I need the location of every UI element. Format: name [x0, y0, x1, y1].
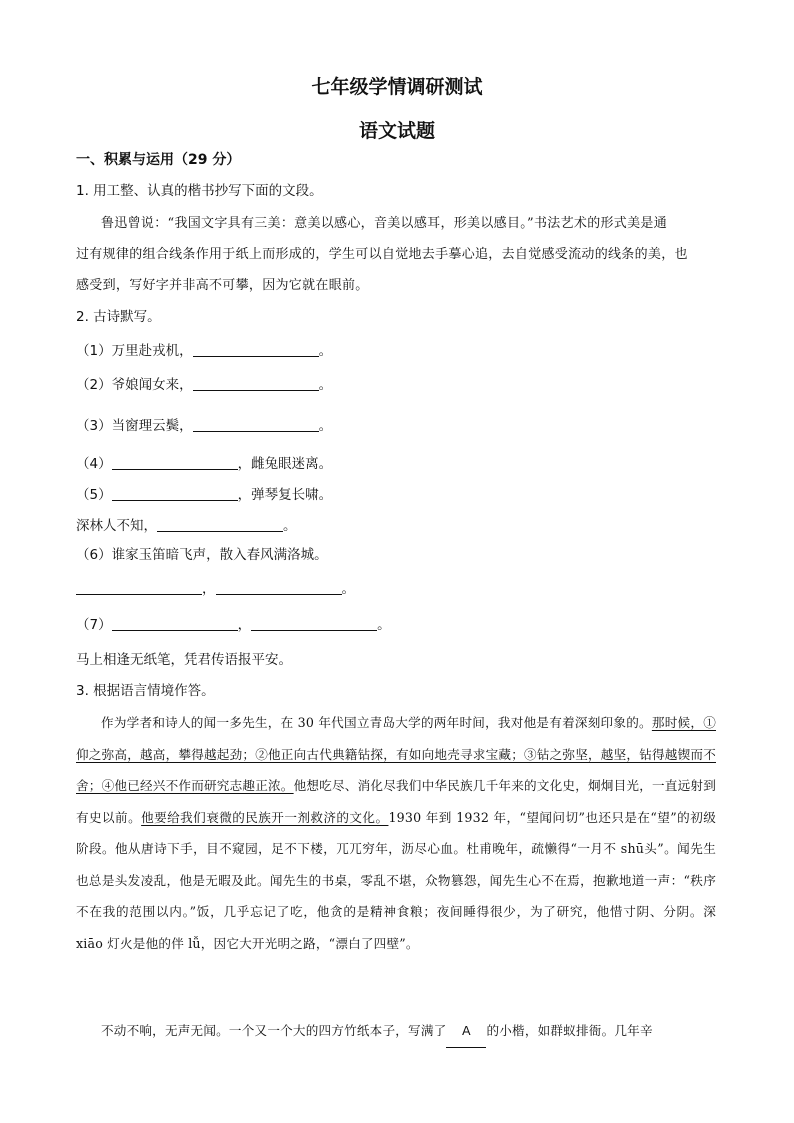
q2-item-7 — [76, 617, 391, 633]
answer-blank[interactable] — [112, 456, 238, 470]
punct: ， — [202, 581, 216, 597]
answer-blank[interactable] — [193, 377, 319, 391]
answer-blank[interactable] — [216, 581, 342, 595]
punct: 。 — [318, 343, 333, 359]
q3-prompt: 3. 根据语言情境作答。 — [76, 683, 215, 699]
q1-passage-line-3: 感受到，写好字并非高不可攀，因为它就在眼前。 — [76, 278, 369, 293]
answer-blank[interactable] — [112, 617, 238, 631]
q2-item-5 — [76, 487, 332, 503]
q2-item-5-text-2: 深林人不知， — [76, 518, 157, 534]
answer-blank-a[interactable]: A — [446, 1015, 486, 1048]
q2-prompt: 2. 古诗默写。 — [76, 309, 161, 325]
q3-passage-2 — [76, 1015, 716, 1048]
answer-blank[interactable] — [193, 418, 319, 432]
punct: 。 — [377, 617, 391, 633]
exam-title: 七年级学情调研测试 — [311, 76, 483, 98]
q3-underlined-1: 那时候，①仰之弥高，越高，攀得越起劲；②他正向古代典籍钻探，有如向地壳寻求宝藏；③钻之弥坚，越坚，钻得越锲而不舍；④他已经兴不作而研究志趣正浓。 — [76, 715, 716, 793]
q2-item-4-number: （4） — [76, 456, 112, 472]
q3-passage-2-text-b: 的小楷，如群蚁排衙。几年辛 — [486, 1023, 653, 1038]
q2-item-5-number: （5） — [76, 487, 112, 503]
q2-item-1-text: （1）万里赴戎机， — [76, 343, 193, 359]
q1-passage-line-1: 鲁迅曾说：“我国文字具有三美：意美以感心，音美以感耳，形美以感目。”书法艺术的形式美是通 — [101, 216, 667, 231]
q3-passage-text-a: 作为学者和诗人的闻一多先生，在 30 年代国立青岛大学的两年时间，我对他是有着深刻印象的。 — [101, 715, 652, 730]
q2-item-5-text: ，弹琴复长啸。 — [237, 487, 333, 503]
q2-item-3-text: （3）当窗理云鬓， — [76, 418, 193, 434]
exam-subtitle: 语文试题 — [358, 120, 435, 142]
q2-item-2 — [76, 377, 332, 393]
q2-item-7-number: （7） — [76, 617, 112, 633]
q1-passage-line-2: 过有规律的组合线条作用于纸上而形成的，学生可以自觉地去手摹心追，去自觉感受流动的线条的美，也 — [76, 247, 688, 262]
punct: 。 — [341, 581, 355, 597]
q1-prompt: 1. 用工整、认真的楷书抄写下面的文段。 — [76, 183, 323, 199]
q3-passage-text-b: 他想吃尽、消化尽我们中华民族几千年来的文化史，炯炯目光，一直远射到有史以前。 — [76, 778, 716, 825]
punct: ， — [237, 617, 252, 633]
q3-passage-text-c: 1930 年到 1932 年，“望闻问切”也还只是在“望”的初级阶段。他从唐诗下手，目不窥园，足不下楼，兀兀穷年，沥尽心血。杜甫晚年，疏懒得“一月不 shū头”。闻先生也总是头发凌乱，他是无暇及此。闻先生的书桌，零乱不堪，众物篡怨，闻先生心不在焉，抱歉地道一声：“秩序不在我的范围以内。”饭，几乎忘记了吃，他贪的是精神食粮；夜间睡得很少，为了研究，他惜寸阴、分阴。深 xiāo 灯火是他的伴 lǚ，因它大开光明之路，“漂白了四壁”。 — [76, 809, 717, 951]
q2-item-1 — [76, 343, 332, 359]
q3-passage — [76, 707, 716, 959]
q3-passage-2-text-a: 不动不响，无声无闻。一个又一个大的四方竹纸本子，写满了 — [101, 1023, 447, 1038]
answer-blank[interactable] — [76, 581, 202, 595]
answer-blank[interactable] — [157, 518, 283, 532]
q2-item-3 — [76, 418, 332, 434]
q3-underlined-2: 他要给我们衰微的民族开一剂救济的文化。 — [141, 809, 389, 825]
answer-blank[interactable] — [112, 487, 238, 501]
q2-item-2-text: （2）爷娘闻女来， — [76, 377, 193, 393]
q2-item-4 — [76, 456, 332, 472]
answer-blank[interactable] — [193, 343, 319, 357]
answer-blank[interactable] — [251, 617, 377, 631]
q2-item-5-cont — [76, 518, 297, 534]
q2-item-6: （6）谁家玉笛暗飞声，散入春风满洛城。 — [76, 547, 328, 563]
punct: 。 — [318, 418, 333, 434]
punct: 。 — [318, 377, 333, 393]
section-heading: 一、积累与运用（29 分） — [76, 152, 241, 168]
q2-item-7-line: 马上相逢无纸笔，凭君传语报平安。 — [76, 652, 292, 668]
q2-item-4-text: ，雌兔眼迷离。 — [237, 456, 333, 472]
q2-item-6-answer — [76, 581, 355, 597]
punct: 。 — [283, 518, 297, 534]
